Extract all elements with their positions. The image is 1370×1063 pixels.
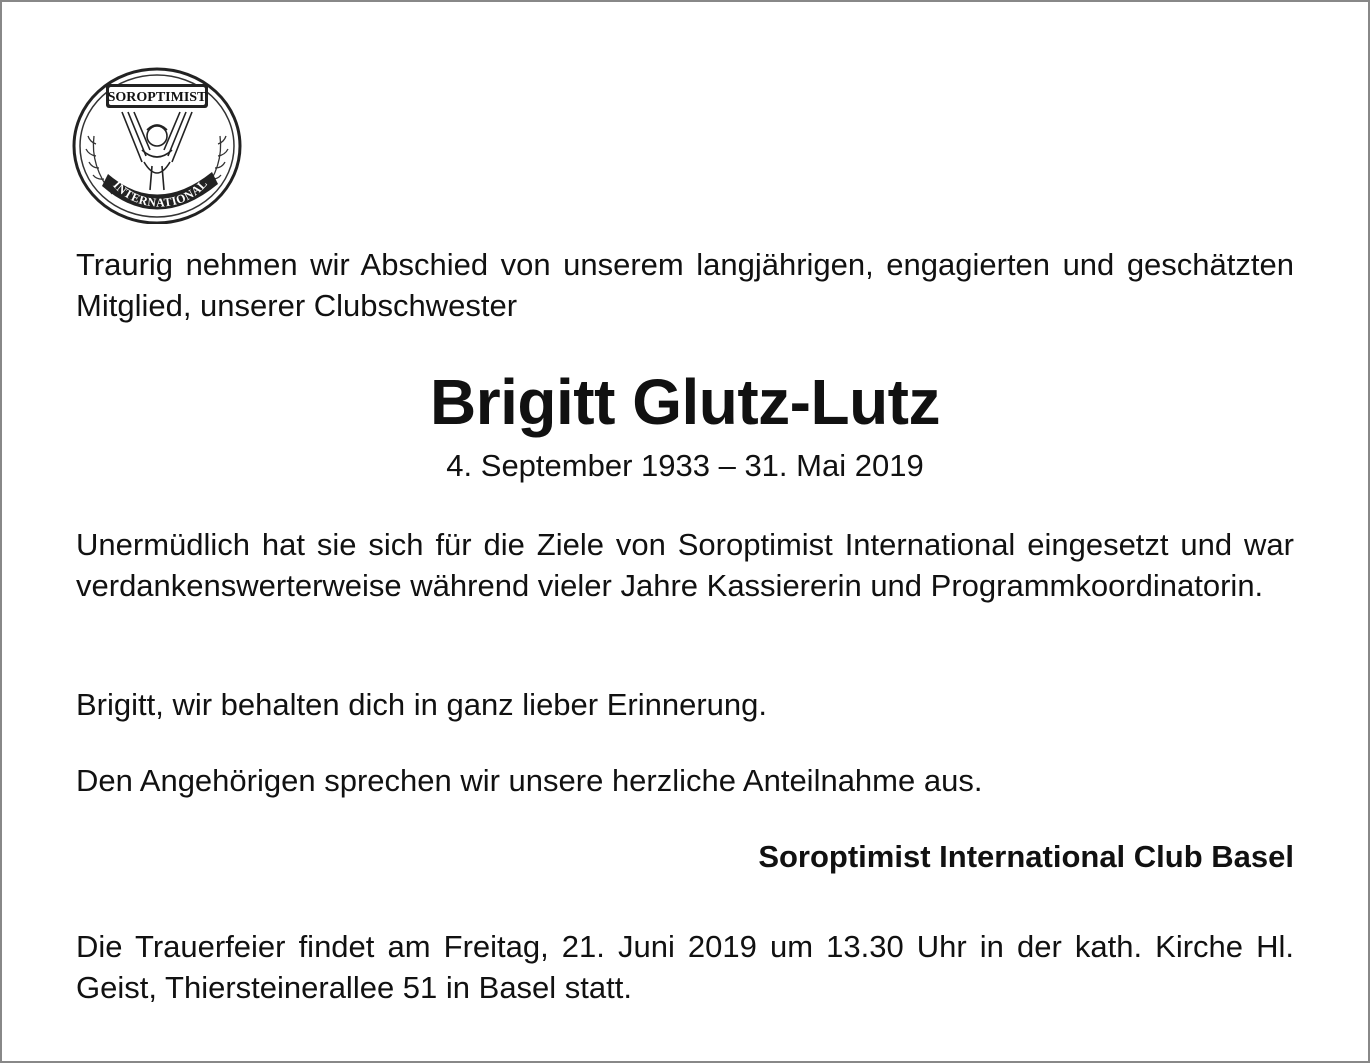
svg-text:SOROPTIMIST: SOROPTIMIST: [107, 90, 207, 105]
soroptimist-logo: [72, 66, 242, 224]
condolence-paragraph: Den Angehörigen sprechen wir unsere herzliche Anteilnahme aus.: [76, 763, 983, 798]
soroptimist-emblem-icon: [72, 66, 242, 224]
club-signature: Soroptimist International Club Basel: [758, 839, 1294, 874]
ceremony-paragraph: Die Trauerfeier findet am Freitag, 21. Juni 2019 um 13.30 Uhr in der kath. Kirche Hl. Geist, Thiersteinerallee 51 in Basel statt.: [76, 929, 1294, 1005]
remembrance-paragraph: Brigitt, wir behalten dich in ganz lieber Erinnerung.: [76, 687, 767, 722]
svg-text:INTERNATIONAL: INTERNATIONAL: [110, 176, 211, 210]
life-dates: 4. September 1933 – 31. Mai 2019: [446, 448, 924, 483]
deceased-name: Brigitt Glutz-Lutz: [430, 366, 940, 438]
tribute-paragraph: Unermüdlich hat sie sich für die Ziele von Soroptimist International eingesetzt und war verdankenswerterweise während vieler Jahre Kassiererin und Programmkoordinatorin.: [76, 527, 1294, 603]
intro-paragraph: Traurig nehmen wir Abschied von unserem langjährigen, engagierten und geschätzten Mitglied, unserer Clubschwester: [76, 247, 1294, 323]
